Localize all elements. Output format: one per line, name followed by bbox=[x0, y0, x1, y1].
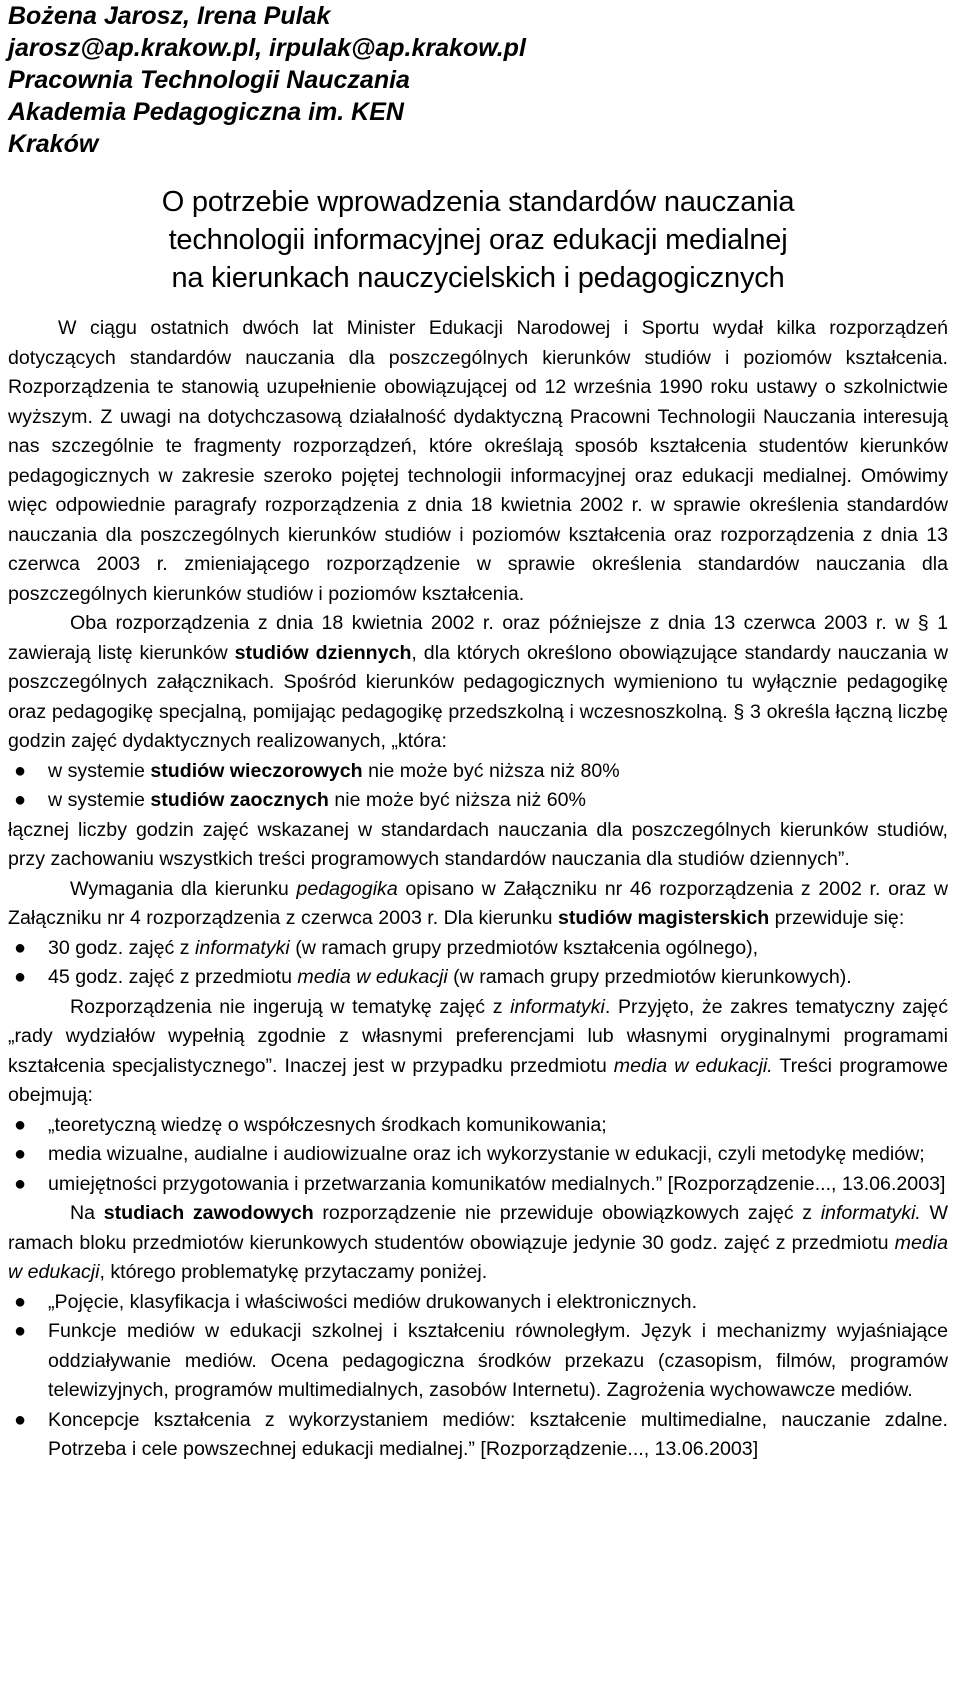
paragraph-6-text-g: , którego problematykę przytaczamy poniżej. bbox=[99, 1261, 488, 1283]
list-program-contents bbox=[8, 1111, 948, 1200]
list-item-text-a: 45 godz. zajęć z przedmiotu bbox=[48, 966, 298, 988]
bullet-icon: ● bbox=[14, 1172, 27, 1195]
list-item-italic: media w edukacji bbox=[297, 966, 448, 988]
list-item bbox=[8, 757, 948, 787]
paragraph-5-text-c: . Przyjęto, że zakres tematyczny zajęć „rady wydziałów wypełnią zgodnie z własnymi preferencjami lub własnymi oryginalnymi programami kształcenia specjalistycznego”. Inaczej jest w przypadku przedmiotu bbox=[8, 995, 949, 1077]
paragraph-6-text-a: Na bbox=[70, 1202, 104, 1224]
list-item-text-a: 30 godz. zajęć z bbox=[48, 936, 196, 959]
title-line-2: technologii informacyjnej oraz edukacji medialnej bbox=[168, 224, 788, 256]
list-evening-extramural bbox=[8, 757, 948, 816]
bullet-icon: ● bbox=[14, 759, 27, 782]
paragraph-4-text-e: przewiduje się: bbox=[769, 907, 905, 929]
bullet-icon: ● bbox=[14, 1290, 27, 1313]
list-item bbox=[8, 1288, 948, 1318]
paragraph-4 bbox=[8, 875, 948, 934]
author-emails: jarosz@ap.krakow.pl, irpulak@ap.krakow.pl bbox=[8, 34, 526, 62]
paragraph-6-italic-1: informatyki. bbox=[820, 1202, 921, 1224]
author-department: Pracownia Technologii Nauczania bbox=[8, 66, 410, 94]
list-item-text: Funkcje mediów w edukacji szkolnej i kształceniu równoległym. Język i mechanizmy wyjaśniające oddziaływanie mediów. Ocena pedagogiczna środków przekazu (czasopism, filmów, programów telewizyjnych, programów multimedialnych, zasobów Internetu). Zagrożenia wychowawcze mediów. bbox=[48, 1320, 948, 1401]
paragraph-2-text-a: Oba rozporządzenia z dnia 18 kwietnia 2002 r. oraz późniejsze z dnia 13 czerwca 2003 r. w § 1 zawierają listę kierunków bbox=[8, 612, 948, 664]
paragraph-5 bbox=[8, 993, 948, 1111]
title-line-3: na kierunkach nauczycielskich i pedagogicznych bbox=[171, 262, 785, 294]
list-hours bbox=[8, 934, 948, 993]
bullet-icon: ● bbox=[14, 1143, 27, 1165]
paragraph-6-italic-2: media w edukacji bbox=[8, 1231, 948, 1283]
list-item-text: „Pojęcie, klasyfikacja i właściwości mediów drukowanych i elektronicznych. bbox=[48, 1290, 698, 1313]
title-line-1: O potrzebie wprowadzenia standardów nauczania bbox=[161, 186, 795, 218]
author-city: Kraków bbox=[8, 130, 99, 158]
paragraph-6-bold: studiach zawodowych bbox=[103, 1202, 314, 1224]
list-item-text: Koncepcje kształcenia z wykorzystaniem mediów: kształcenie multimedialne, nauczanie zdalne. Potrzeba i cele powszechnej edukacji medialnej.” [Rozporządzenie..., 13.06.2003] bbox=[48, 1408, 948, 1460]
list-item-text-c: nie może być niższa niż 60% bbox=[328, 789, 586, 811]
list-item-text: „teoretyczną wiedzę o współczesnych środkach komunikowania; bbox=[48, 1113, 607, 1136]
list-item bbox=[8, 963, 948, 993]
list-item bbox=[8, 786, 948, 816]
paragraph-5-italic-1: informatyki bbox=[510, 995, 605, 1018]
list-media-topics bbox=[8, 1288, 948, 1465]
paragraph-2-bold: studiów dziennych bbox=[234, 641, 412, 664]
paragraph-4-text-a: Wymagania dla kierunku bbox=[70, 877, 297, 900]
paragraph-2-text-c: , dla których określono obowiązujące standardy nauczania w poszczególnych załącznikach. Spośród kierunków pedagogicznych wymieniono tu wyłącznie pedagogikę oraz pedagogikę specjalną, pomijając pedagogikę przedszkolną i wczesnoszkolną. § 3 określa łączną liczbę godzin zajęć dydaktycznych realizowanych, „która: bbox=[8, 641, 948, 752]
list-item bbox=[8, 1170, 948, 1200]
paragraph-5-italic-2: media w edukacji. bbox=[613, 1054, 773, 1077]
paragraph-6-text-c: rozporządzenie nie przewiduje obowiązkowych zajęć z bbox=[313, 1202, 821, 1224]
list-item bbox=[8, 1111, 948, 1141]
bullet-icon: ● bbox=[14, 1113, 27, 1136]
bullet-icon: ● bbox=[14, 789, 27, 811]
list-item bbox=[8, 1406, 948, 1465]
list-item-bold: studiów zaocznych bbox=[150, 789, 329, 811]
list-item bbox=[8, 934, 948, 964]
paragraph-4-bold: studiów magisterskich bbox=[557, 907, 770, 929]
list-item-text: media wizualne, audialne i audiowizualne oraz ich wykorzystanie w edukacji, czyli metodykę mediów; bbox=[48, 1143, 925, 1165]
paragraph-4-italic: pedagogika bbox=[296, 877, 398, 900]
list-item-text-a: w systemie bbox=[48, 759, 151, 782]
list-item-text-a: w systemie bbox=[48, 789, 151, 811]
document-title bbox=[8, 183, 948, 297]
list-item-text-c: nie może być niższa niż 80% bbox=[362, 759, 620, 782]
paragraph-6 bbox=[8, 1199, 948, 1288]
paragraph-3: łącznej liczby godzin zajęć wskazanej w standardach nauczania dla poszczególnych kierunków studiów, przy zachowaniu wszystkich treści programowych standardów nauczania dla studiów dziennych”. bbox=[8, 818, 948, 870]
paragraph-5-text-e: Treści programowe obejmują: bbox=[8, 1054, 948, 1106]
list-item bbox=[8, 1140, 948, 1170]
list-item-italic: informatyki bbox=[195, 936, 290, 959]
author-block bbox=[8, 0, 948, 160]
paragraph-6-text-e: W ramach bloku przedmiotów kierunkowych studentów obowiązuje jedynie 30 godz. zajęć z przedmiotu bbox=[8, 1202, 948, 1254]
author-institution: Akademia Pedagogiczna im. KEN bbox=[8, 98, 404, 126]
document-body bbox=[8, 314, 948, 1465]
paragraph-5-text-a: Rozporządzenia nie ingerują w tematykę zajęć z bbox=[70, 995, 511, 1018]
list-item-text: umiejętności przygotowania i przetwarzania komunikatów medialnych.” [Rozporządzenie..., 13.06.2003] bbox=[48, 1172, 946, 1195]
paragraph-1: W ciągu ostatnich dwóch lat Minister Edukacji Narodowej i Sportu wydał kilka rozporządzeń dotyczących standardów nauczania dla poszczególnych kierunków studiów i poziomów kształcenia. Rozporządzenia te stanowią uzupełnienie obowiązującej od 12 września 1990 roku ustawy o szkolnictwie wyższym. Z uwagi na dotychczasową działalność dydaktyczną Pracowni Technologii Nauczania interesują nas szczególnie te fragmenty rozporządzeń, które określają sposób kształcenia studentów kierunków pedagogicznych w zakresie szeroko pojętej technologii informacyjnej oraz edukacji medialnej. Omówimy więc odpowiednie paragrafy rozporządzenia z dnia 18 kwietnia 2002 r. w sprawie określenia standardów nauczania dla poszczególnych kierunków studiów i poziomów kształcenia oraz rozporządzenia z dnia 13 czerwca 2003 r. zmieniającego rozporządzenie w sprawie określenia standardów nauczania dla poszczególnych kierunków studiów i poziomów kształcenia. bbox=[8, 317, 948, 605]
author-names: Bożena Jarosz, Irena Pulak bbox=[8, 2, 331, 30]
list-item bbox=[8, 1317, 948, 1406]
bullet-icon: ● bbox=[14, 936, 27, 959]
bullet-icon: ● bbox=[14, 1408, 27, 1431]
list-item-text-c: (w ramach grupy przedmiotów kierunkowych). bbox=[447, 966, 852, 988]
paragraph-2 bbox=[8, 609, 948, 757]
list-item-text-c: (w ramach grupy przedmiotów kształcenia ogólnego), bbox=[289, 936, 759, 959]
paragraph-4-text-c: opisano w Załączniku nr 46 rozporządzenia z 2002 r. oraz w Załączniku nr 4 rozporządzenia z czerwca 2003 r. Dla kierunku bbox=[8, 877, 948, 929]
bullet-icon: ● bbox=[14, 966, 27, 988]
bullet-icon: ● bbox=[14, 1320, 27, 1342]
list-item-bold: studiów wieczorowych bbox=[150, 759, 363, 782]
